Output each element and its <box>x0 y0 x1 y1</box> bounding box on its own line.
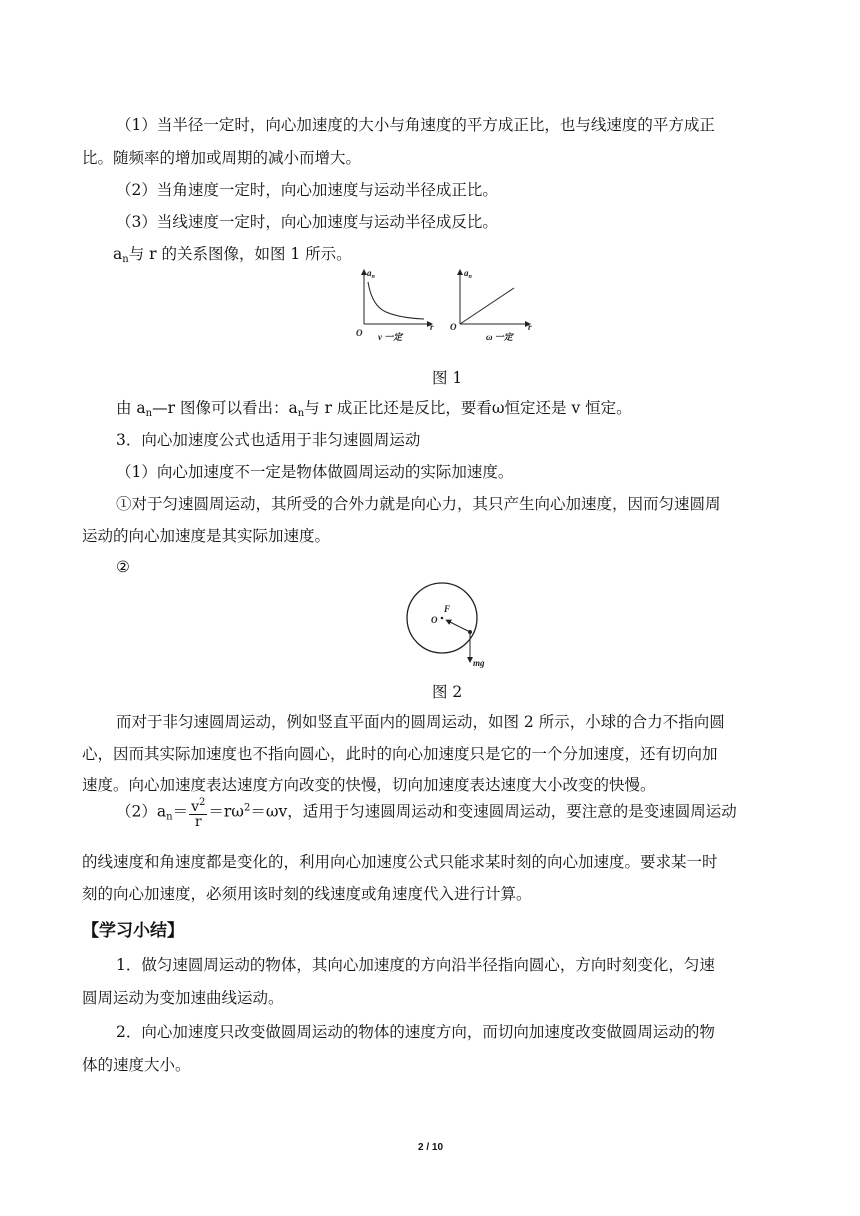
paragraph-nonuniform-motion: 而对于非匀速圆周运动，例如竖直平面内的圆周运动，如图 2 所示，小球的合力不指向圆 <box>116 713 725 731</box>
condition-label: ω 一定 <box>486 332 513 342</box>
paragraph-radius-constant-cont <box>82 148 361 168</box>
paragraph-nonuniform-motion-cont: 心，因而其实际加速度也不指向圆心，此时的向心加速度只是它的一个分加速度，还有切向加 <box>82 745 718 763</box>
paragraph-formula <box>116 796 737 829</box>
summary-item-1-cont: 圆周运动为变加速曲线运动。 <box>82 989 284 1007</box>
force-arrow <box>448 621 470 632</box>
force-label: F <box>444 604 451 614</box>
summary-item-2: 2．向心加速度只改变做圆周运动的物体的速度方向，而切向加速度改变做圆周运动的物 <box>116 1023 715 1041</box>
superscript: 2 <box>199 797 206 808</box>
y-axis-label: $a_n$ <box>464 268 472 280</box>
figure-2-caption: 图 2 <box>432 683 463 701</box>
paragraph-graph-reading <box>116 398 632 424</box>
text-fragment: 由 a <box>116 399 146 417</box>
fraction-denominator: r <box>194 814 202 830</box>
paragraph-figure1-intro <box>113 244 352 270</box>
paragraph-formula-cont: 的线速度和角速度都是变化的，利用向心加速度公式只能求某时刻的向心加速度。要求某一时 <box>82 853 718 871</box>
paragraph-angular-constant <box>116 180 498 200</box>
text-fragment: （2）a <box>116 802 167 821</box>
center-point <box>441 617 444 620</box>
text-line: （2）当角速度一定时，向心加速度与运动半径成正比。 <box>116 181 498 199</box>
condition-label: v 一定 <box>378 332 403 342</box>
section-3-title: 3．向心加速度公式也适用于非匀速圆周运动 <box>116 431 421 449</box>
subscript: n <box>166 811 173 823</box>
fraction-numerator <box>189 796 207 815</box>
summary-item-1: 1．做匀速圆周运动的物体，其向心加速度的方向沿半径指向圆心，方向时刻变化，匀速 <box>116 956 715 974</box>
paragraph-formula-cont: 刻的向心加速度，必须用该时刻的线速度或角速度代入进行计算。 <box>82 885 532 903</box>
text-fragment: 与 r 的关系图像，如图 1 所示。 <box>128 245 352 263</box>
subscript: n <box>297 408 305 419</box>
proportional-line <box>460 288 514 324</box>
figure-2-circle-diagram <box>398 576 498 672</box>
text-fragment: ＝ <box>172 802 189 821</box>
figure-1-caption: 图 1 <box>432 369 463 387</box>
figure-1-graphs <box>350 266 540 348</box>
text-fragment: ＝rω <box>208 802 244 821</box>
center-label: O <box>431 615 438 625</box>
page-number: 2 / 10 <box>418 1142 444 1153</box>
paragraph-uniform-motion: ①对于匀速圆周运动，其所受的合外力就是向心力，其只产生向心加速度，因而匀速圆周 <box>116 495 721 513</box>
text-line: 比。随频率的增加或周期的减小而增大。 <box>82 149 362 167</box>
hyperbola-curve <box>368 282 424 319</box>
subscript: n <box>122 254 129 265</box>
text-line: （3）当线速度一定时，向心加速度与运动半径成反比。 <box>116 213 498 231</box>
paragraph-nonuniform-motion-cont: 速度。向心加速度表达速度方向改变的快慢，切向加速度表达速度大小改变的快慢。 <box>82 776 656 794</box>
x-axis-label: r <box>528 322 532 332</box>
summary-item-2-cont: 体的速度大小。 <box>82 1056 191 1074</box>
graph-v-constant <box>356 268 434 342</box>
origin-label: O <box>450 322 457 332</box>
text-fragment: ＝ωv，适用于匀速圆周运动和变速圆周运动，要注意的是变速圆周运动 <box>250 802 737 821</box>
paragraph-linear-constant <box>116 212 498 232</box>
section-heading-summary: 【学习小结】 <box>82 921 184 941</box>
paragraph-not-actual-acceleration: （1）向心加速度不一定是物体做圆周运动的实际加速度。 <box>116 463 514 481</box>
text-fragment: —r 图像可以看出：a <box>152 399 298 417</box>
graph-omega-constant <box>450 268 532 342</box>
numerator-text: v <box>191 799 199 815</box>
subscript: n <box>145 408 153 419</box>
y-axis-label: $a_n$ <box>367 268 375 280</box>
paragraph-uniform-motion-cont: 运动的向心加速度是其实际加速度。 <box>82 527 331 545</box>
item-marker-2: ② <box>116 558 130 576</box>
superscript: 2 <box>243 802 251 814</box>
text-fragment: a <box>113 245 123 263</box>
text-line: （1）当半径一定时，向心加速度的大小与角速度的平方成正比，也与线速度的平方成正 <box>116 116 715 134</box>
text-fragment: 与 r 成正比还是反比，要看ω恒定还是 v 恒定。 <box>304 399 632 417</box>
fraction-v2-over-r <box>189 796 207 829</box>
paragraph-radius-constant <box>116 115 715 135</box>
x-axis-label: r <box>430 322 434 332</box>
weight-label: mg <box>473 658 485 668</box>
origin-label: O <box>356 328 363 338</box>
